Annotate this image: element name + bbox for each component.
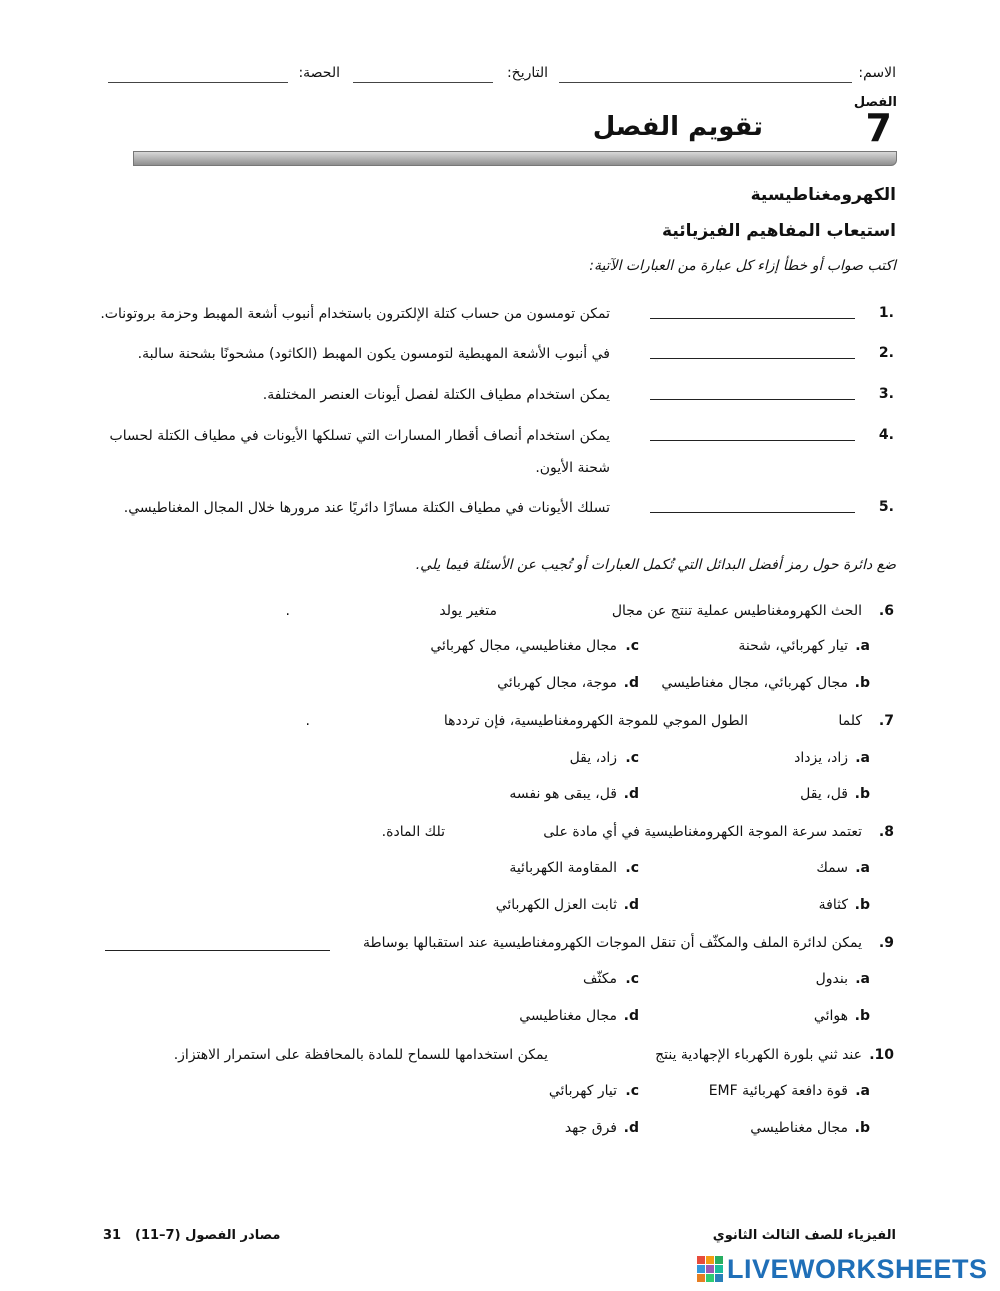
option-c[interactable]: مجال مغناطيسي، مجال كهربائي — [430, 638, 617, 654]
footer-book-title: الفيزياء للصف الثالث الثانوي — [712, 1228, 896, 1243]
tf-answer-blank[interactable] — [650, 358, 855, 359]
option-letter-b[interactable]: b. — [854, 786, 870, 802]
question-text: . — [285, 603, 290, 619]
logo-square — [706, 1265, 714, 1273]
footer-source-label: مصادر الفصول — [185, 1228, 281, 1243]
option-b[interactable]: كثافة — [818, 897, 848, 913]
option-a[interactable]: تيار كهربائي، شحنة — [738, 638, 848, 654]
logo-square — [706, 1274, 714, 1282]
tf-answer-blank[interactable] — [650, 512, 855, 513]
chapter-label: الفصل — [853, 95, 897, 110]
tf-number: .4 — [878, 427, 894, 443]
option-d[interactable]: مجال مغناطيسي — [519, 1008, 617, 1024]
tf-number: .5 — [878, 499, 894, 515]
tf-number: .3 — [878, 386, 894, 402]
option-b[interactable]: هوائي — [813, 1008, 848, 1024]
option-letter-a[interactable]: a. — [855, 860, 870, 876]
date-line — [353, 82, 493, 83]
option-letter-d[interactable]: d. — [623, 1008, 639, 1024]
tf-answer-blank[interactable] — [650, 440, 855, 441]
question-text: يمكن لدائرة الملف والمكثّف أن تنقل الموجات الكهرومغناطيسية عند استقبالها بوساطة — [363, 935, 862, 951]
tf-statement: يمكن استخدام مطياف الكتلة لفصل أيونات العنصر المختلفة. — [262, 387, 610, 403]
option-letter-b[interactable]: b. — [854, 1008, 870, 1024]
option-letter-d[interactable]: d. — [623, 897, 639, 913]
question-text: عند ثني بلورة الكهرباء الإجهادية ينتج — [655, 1047, 862, 1063]
chapter-divider-bar — [133, 151, 897, 166]
option-d[interactable]: ثابت العزل الكهربائي — [495, 897, 617, 913]
logo-grid-icon — [697, 1256, 723, 1282]
option-a[interactable]: زاد، يزداد — [794, 750, 848, 766]
option-letter-a[interactable]: a. — [855, 1083, 870, 1099]
option-c[interactable]: زاد، يقل — [569, 750, 617, 766]
logo-square — [697, 1256, 705, 1264]
question-number: 8. — [878, 824, 894, 840]
option-c[interactable]: تيار كهربائي — [548, 1083, 617, 1099]
option-b[interactable]: مجال مغناطيسي — [750, 1120, 848, 1136]
option-letter-c[interactable]: c. — [625, 860, 639, 876]
option-letter-d[interactable]: d. — [623, 1120, 639, 1136]
question-number: 10. — [869, 1047, 894, 1063]
option-b[interactable]: قل، يقل — [800, 786, 848, 802]
tf-statement: تسلك الأيونات في مطياف الكتلة مسارًا دائريًا عند مرورها خلال المجال المغناطيسي. — [123, 500, 610, 516]
logo-square — [697, 1265, 705, 1273]
tf-statement: يمكن استخدام أنصاف أقطار المسارات التي تسلكها الأيونات في مطياف الكتلة لحساب شحنة الأيون. — [109, 428, 610, 476]
logo-square — [715, 1274, 723, 1282]
question-text: متغير يولد — [439, 603, 497, 619]
option-letter-c[interactable]: c. — [625, 750, 639, 766]
footer-resources — [103, 1228, 135, 1243]
chapter-title: تقويم الفصل — [592, 112, 763, 142]
footer-chapter-range: (7–11) — [135, 1228, 181, 1243]
mcq-instructions: ضع دائرة حول رمز أفضل البدائل التي تُكمل العبارات أو تُجيب عن الأسئلة فيما يلي. — [415, 557, 896, 573]
tf-statement: تمكن تومسون من حساب كتلة الإلكترون باستخدام أنبوب أشعة المهبط وحزمة بروتونات. — [100, 306, 610, 322]
option-d[interactable]: فرق جهد — [564, 1120, 617, 1136]
name-line — [559, 82, 852, 83]
option-letter-c[interactable]: c. — [625, 1083, 639, 1099]
logo-square — [715, 1265, 723, 1273]
footer-source — [135, 1228, 280, 1243]
option-letter-b[interactable]: b. — [854, 675, 870, 691]
option-letter-c[interactable]: c. — [625, 638, 639, 654]
option-letter-d[interactable]: d. — [623, 675, 639, 691]
question-text: الحث الكهرومغناطيس عملية تنتج عن مجال — [611, 603, 862, 619]
tf-statement: في أنبوب الأشعة المهبطية لتومسون يكون المهبط (الكاثود) مشحونًا بشحنة سالبة. — [137, 346, 610, 362]
option-d[interactable]: قل، يبقى هو نفسه — [509, 786, 617, 802]
logo-text: LIVEWORKSHEETS — [727, 1253, 988, 1284]
option-letter-a[interactable]: a. — [855, 638, 870, 654]
name-label: الاسم: — [858, 65, 896, 81]
answer-blank[interactable] — [105, 950, 330, 951]
option-d[interactable]: موجة، مجال كهربائي — [497, 675, 617, 691]
logo-square — [715, 1256, 723, 1264]
question-text: . — [305, 713, 310, 729]
liveworksheets-logo — [697, 1255, 997, 1283]
logo-square — [706, 1256, 714, 1264]
tf-number: .1 — [878, 305, 894, 321]
question-text: يمكن استخدامها للسماح للمادة بالمحافظة على استمرار الاهتزاز. — [173, 1047, 548, 1063]
option-b[interactable]: مجال كهربائي، مجال مغناطيسي — [661, 675, 848, 691]
question-text: تعتمد سرعة الموجة الكهرومغناطيسية في أي مادة على — [543, 824, 862, 840]
option-letter-b[interactable]: b. — [854, 897, 870, 913]
question-text: كلما — [838, 713, 862, 729]
option-c[interactable]: المقاومة الكهربائية — [509, 860, 617, 876]
tf-answer-blank[interactable] — [650, 399, 855, 400]
question-number: 6. — [878, 603, 894, 619]
option-a[interactable]: قوة دافعة كهربائية EMF — [708, 1083, 848, 1099]
date-label: التاريخ: — [506, 65, 548, 81]
tf-answer-blank[interactable] — [650, 318, 855, 319]
question-number: 9. — [878, 935, 894, 951]
option-letter-d[interactable]: d. — [623, 786, 639, 802]
section-title: الكهرومغناطيسية — [750, 185, 896, 205]
tf-number: .2 — [878, 345, 894, 361]
question-text: تلك المادة. — [381, 824, 445, 840]
logo-square — [697, 1274, 705, 1282]
question-text: الطول الموجي للموجة الكهرومغناطيسية، فإن ترددها — [443, 713, 748, 729]
option-c[interactable]: مكثّف — [583, 971, 617, 987]
option-letter-a[interactable]: a. — [855, 750, 870, 766]
chapter-number: 7 — [865, 106, 892, 150]
option-letter-a[interactable]: a. — [855, 971, 870, 987]
option-a[interactable]: سمك — [816, 860, 848, 876]
period-line — [108, 82, 288, 83]
option-letter-c[interactable]: c. — [625, 971, 639, 987]
option-letter-b[interactable]: b. — [854, 1120, 870, 1136]
tf-instructions: اكتب صواب أو خطأ إزاء كل عبارة من العبارات الآتية: — [589, 258, 896, 274]
question-number: 7. — [878, 713, 894, 729]
footer-page-number: 31 — [103, 1228, 122, 1243]
option-a[interactable]: بندول — [815, 971, 848, 987]
period-label: الحصة: — [298, 65, 340, 81]
section-subtitle: استيعاب المفاهيم الفيزيائية — [662, 221, 896, 241]
